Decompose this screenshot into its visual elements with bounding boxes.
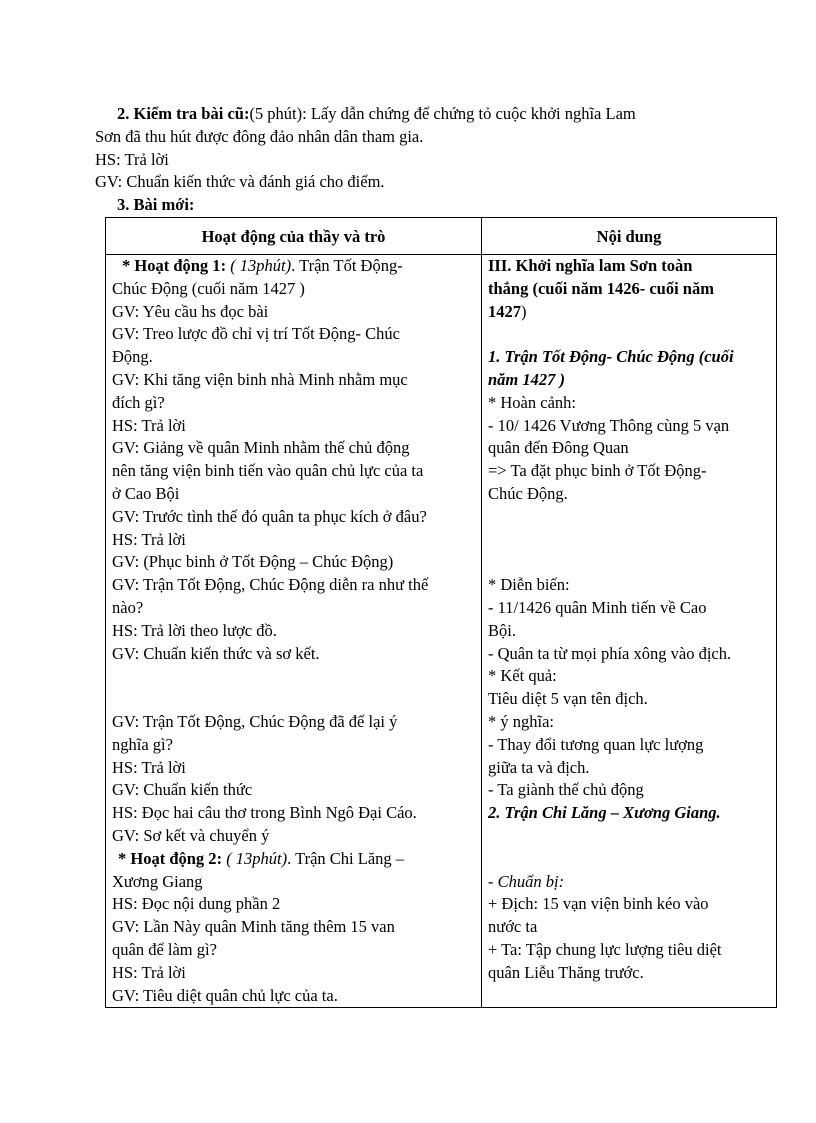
table-body-row — [106, 255, 777, 1008]
table-line: Bội. — [488, 620, 516, 640]
new-lesson-heading: 3. Bài mới: — [117, 195, 195, 215]
battle-1-heading: 1. Trận Tốt Động- Chúc Động (cuối — [488, 347, 734, 367]
intro-section — [95, 103, 735, 217]
section-3-heading: III. Khởi nghĩa lam Sơn toàn — [488, 256, 693, 275]
table-line: + Địch: 15 vạn viện binh kéo vào — [488, 894, 709, 914]
table-header-row — [106, 218, 777, 255]
spacer — [112, 688, 475, 711]
table-line: đích gì? — [112, 392, 165, 412]
spacer — [488, 825, 770, 848]
table-line: nghĩa gì? — [112, 734, 173, 754]
table-line: * ý nghĩa: — [488, 711, 554, 731]
activity-1-title-cont: Chúc Động (cuối năm 1427 ) — [112, 278, 305, 298]
battle-2-heading: 2. Trận Chi Lăng – Xương Giang. — [488, 803, 721, 823]
table-line: - Quân ta từ mọi phía xông vào địch. — [488, 643, 732, 663]
table-line: HS: Trả lời — [112, 962, 186, 982]
table-line: GV: Khi tăng viện binh nhà Minh nhằm mục — [112, 369, 408, 389]
table-line: * Hoàn cảnh: — [488, 392, 576, 412]
table-line: quân để làm gì? — [112, 939, 217, 959]
table-line: GV: Chuẩn kiến thức — [112, 780, 253, 800]
spacer — [488, 848, 770, 871]
activity-2-title-cont: Xương Giang — [112, 871, 203, 891]
header-content: Nội dung — [482, 218, 777, 255]
table-line: - 10/ 1426 Vương Thông cùng 5 vạn — [488, 415, 730, 435]
check-label: 2. Kiểm tra bài cũ: — [117, 104, 250, 123]
table-line: giữa ta và địch. — [488, 757, 590, 777]
activities-cell — [106, 255, 482, 1008]
spacer — [488, 506, 770, 529]
lesson-table — [105, 217, 777, 1008]
check-line-2: Sơn đã thu hút được đông đảo nhân dân tham gia. — [95, 126, 424, 146]
table-line: GV: Giảng về quân Minh nhằm thế chủ động — [112, 438, 410, 458]
table-line: GV: Yêu cầu hs đọc bài — [112, 301, 269, 321]
table-line: GV: Trận Tốt Động, Chúc Động đã để lại ý — [112, 711, 398, 731]
preparation-label: - Chuẩn bị: — [488, 871, 565, 891]
gv-line: GV: Chuẩn kiến thức và đánh giá cho điểm. — [95, 172, 385, 192]
table-line: Động. — [112, 347, 153, 367]
check-line-1 — [95, 103, 735, 126]
table-line: ở Cao Bội — [112, 483, 180, 503]
activity-2-title: * Hoạt động 2: ( 13phút). Trận Chi Lăng – — [118, 848, 405, 868]
section-3-heading-cont: thắng (cuối năm 1426- cuối năm — [488, 278, 714, 298]
table-line: HS: Trả lời — [112, 529, 186, 549]
spacer — [488, 551, 770, 574]
table-line: nào? — [112, 597, 144, 617]
table-line: Tiêu diệt 5 vạn tên địch. — [488, 689, 648, 709]
table-line: GV: Lần Này quân Minh tăng thêm 15 van — [112, 917, 395, 937]
content-cell — [482, 255, 777, 1008]
table-line: GV: Treo lược đồ chỉ vị trí Tốt Động- Chúc — [112, 324, 400, 344]
table-line: HS: Trả lời — [112, 757, 186, 777]
spacer — [488, 529, 770, 552]
table-line: nên tăng viện binh tiến vào quân chủ lực của ta — [112, 461, 424, 481]
activity-1-title: * Hoạt động 1: ( 13phút). Trận Tốt Động- — [122, 256, 403, 275]
header-activities: Hoạt động của thầy và trò — [106, 218, 482, 255]
section-3-heading-end: 1427) — [488, 301, 527, 321]
battle-1-heading-cont: năm 1427 ) — [488, 369, 566, 389]
table-line: - Thay đổi tương quan lực lượng — [488, 734, 704, 754]
spacer — [488, 323, 770, 346]
table-line: => Ta đặt phục binh ở Tốt Động- — [488, 461, 707, 481]
table-line: Chúc Động. — [488, 483, 568, 503]
spacer — [112, 665, 475, 688]
table-line: GV: (Phục binh ở Tốt Động – Chúc Động) — [112, 552, 394, 572]
table-line: HS: Đọc nội dung phần 2 — [112, 894, 281, 914]
table-line: GV: Tiêu diệt quân chủ lực của ta. — [112, 985, 338, 1005]
table-line: * Diễn biến: — [488, 575, 570, 595]
table-line: * Kết quả: — [488, 666, 557, 686]
table-line: - Ta giành thế chủ động — [488, 780, 644, 800]
table-line: - 11/1426 quân Minh tiến về Cao — [488, 597, 707, 617]
table-line: GV: Sơ kết và chuyển ý — [112, 825, 270, 845]
table-line: nước ta — [488, 917, 538, 937]
table-line: HS: Trả lời — [112, 415, 186, 435]
table-line: HS: Trả lời theo lược đồ. — [112, 620, 277, 640]
table-line: + Ta: Tập chung lực lượng tiêu diệt — [488, 939, 722, 959]
table-line: HS: Đọc hai câu thơ trong Bình Ngô Đại Cáo. — [112, 803, 417, 823]
table-line: GV: Trận Tốt Động, Chúc Động diễn ra như thế — [112, 575, 429, 595]
table-line: quân đến Đông Quan — [488, 438, 629, 458]
check-question: (5 phút): Lấy dẫn chứng để chứng tỏ cuộc khởi nghĩa Lam — [249, 104, 636, 123]
table-line: quân Liễu Thăng trước. — [488, 962, 644, 982]
table-line: GV: Chuẩn kiến thức và sơ kết. — [112, 643, 320, 663]
hs-answer-line: HS: Trả lời — [95, 149, 169, 169]
table-line: GV: Trước tình thế đó quân ta phục kích ở đâu? — [112, 506, 427, 526]
